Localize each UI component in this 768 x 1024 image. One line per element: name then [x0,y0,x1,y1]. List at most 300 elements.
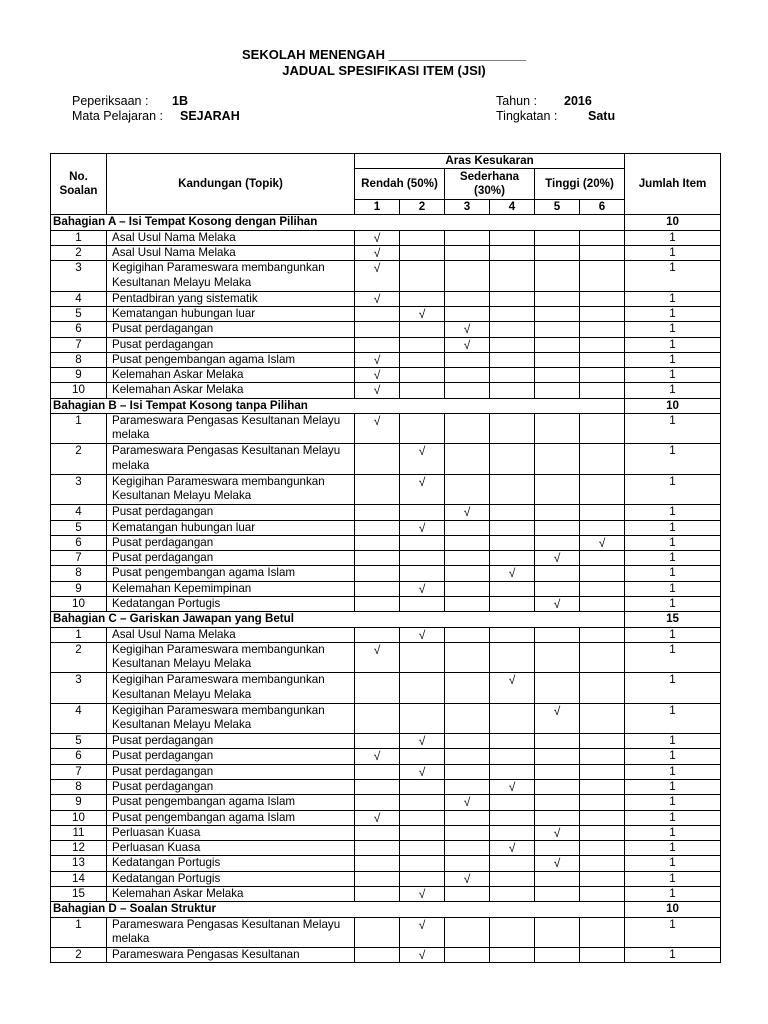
table-row [51,887,721,902]
item-count: 1 [625,627,721,642]
level-4-cell [490,551,535,566]
mata-label: Mata Pelajaran : [72,109,164,123]
tick-mark: √ [508,673,516,688]
topic-cell: Kedatangan Portugis [107,597,355,612]
tick-mark: √ [373,642,381,657]
level-5-cell [535,749,580,764]
level-1-cell [355,825,400,840]
level-4-cell [490,764,535,779]
tahun-value: 2016 [564,94,592,108]
question-number: 9 [51,581,107,596]
topic-cell: Kegigihan Parameswara membangunkan Kesultanan Melayu Melaka [107,261,355,291]
level-2-cell [400,627,445,642]
item-count: 1 [625,642,721,672]
level-2-cell [400,230,445,245]
tick-mark: √ [373,230,381,245]
header-level-5: 5 [535,200,580,215]
item-count: 1 [625,352,721,367]
level-3-cell [445,764,490,779]
tick-mark: √ [463,505,471,520]
level-5-cell [535,566,580,581]
level-6-cell [580,566,625,581]
level-4-cell [490,291,535,306]
level-4-cell [490,368,535,383]
level-6-cell [580,642,625,672]
specification-table [50,153,721,963]
topic-cell: Kegigihan Parameswara membangunkan Kesultanan Melayu Melaka [107,474,355,504]
question-number: 4 [51,703,107,733]
level-2-cell [400,505,445,520]
item-count: 1 [625,535,721,550]
table-row [51,779,721,794]
level-1-cell [355,764,400,779]
level-5-cell [535,871,580,886]
level-1-cell [355,841,400,856]
level-3-cell [445,917,490,947]
level-2-cell [400,261,445,291]
level-6-cell [580,749,625,764]
level-4-cell [490,581,535,596]
level-1-cell [355,383,400,398]
tick-mark: √ [373,810,381,825]
level-6-cell [580,703,625,733]
level-4-cell [490,444,535,474]
table-row [51,230,721,245]
level-4-cell [490,703,535,733]
table-row [51,642,721,672]
topic-cell: Pusat pengembangan agama Islam [107,795,355,810]
level-1-cell [355,734,400,749]
level-3-cell [445,673,490,703]
level-5-cell [535,383,580,398]
level-2-cell [400,871,445,886]
level-2-cell [400,703,445,733]
level-5-cell [535,841,580,856]
level-5-cell [535,444,580,474]
level-1-cell [355,566,400,581]
item-count: 1 [625,673,721,703]
question-number: 8 [51,566,107,581]
item-count: 1 [625,505,721,520]
level-5-cell [535,764,580,779]
level-2-cell [400,306,445,321]
header-level-4: 4 [490,200,535,215]
level-1-cell [355,322,400,337]
topic-cell: Parameswara Pengasas Kesultanan [107,948,355,963]
tick-mark: √ [418,764,426,779]
header-level-3: 3 [445,200,490,215]
level-6-cell [580,734,625,749]
level-3-cell [445,627,490,642]
level-1-cell [355,597,400,612]
tick-mark: √ [418,627,426,642]
tick-mark: √ [418,887,426,902]
question-number: 14 [51,871,107,886]
item-count: 1 [625,810,721,825]
topic-cell: Pusat perdagangan [107,505,355,520]
level-5-cell [535,825,580,840]
header-level-6: 6 [580,200,625,215]
level-1-cell [355,917,400,947]
header-sederhana: Sederhana (30%) [445,169,535,200]
level-4-cell [490,352,535,367]
question-number: 6 [51,535,107,550]
level-1-cell [355,551,400,566]
section-total: 10 [625,398,721,413]
item-count: 1 [625,444,721,474]
level-4-cell [490,246,535,261]
question-number: 7 [51,337,107,352]
table-row [51,322,721,337]
tick-mark: √ [418,474,426,489]
section-row [51,215,721,230]
topic-cell: Parameswara Pengasas Kesultanan Melayu melaka [107,414,355,444]
peperiksaan-label: Peperiksaan : [72,94,149,108]
level-4-cell [490,520,535,535]
level-4-cell [490,383,535,398]
level-3-cell [445,566,490,581]
level-6-cell [580,474,625,504]
level-3-cell [445,779,490,794]
level-5-cell [535,261,580,291]
topic-cell: Pusat perdagangan [107,337,355,352]
level-6-cell [580,261,625,291]
level-1-cell [355,368,400,383]
level-6-cell [580,810,625,825]
level-3-cell [445,825,490,840]
question-number: 7 [51,551,107,566]
level-5-cell [535,520,580,535]
level-3-cell [445,291,490,306]
section-total: 10 [625,215,721,230]
level-5-cell [535,887,580,902]
school-title: SEKOLAH MENENGAH ___________________ [242,47,526,62]
level-3-cell [445,551,490,566]
question-number: 13 [51,856,107,871]
header-no-soalan: No. Soalan [51,154,107,215]
level-2-cell [400,566,445,581]
tick-mark: √ [508,841,516,856]
table-row [51,627,721,642]
table-row [51,444,721,474]
item-count: 1 [625,871,721,886]
topic-cell: Parameswara Pengasas Kesultanan Melayu melaka [107,917,355,947]
level-1-cell [355,871,400,886]
level-6-cell [580,352,625,367]
tick-mark: √ [373,383,381,398]
table-row [51,566,721,581]
table-row [51,948,721,963]
item-count: 1 [625,306,721,321]
item-count: 1 [625,917,721,947]
level-4-cell [490,856,535,871]
level-4-cell [490,734,535,749]
level-2-cell [400,368,445,383]
level-5-cell [535,322,580,337]
item-count: 1 [625,337,721,352]
tick-mark: √ [418,917,426,932]
level-6-cell [580,597,625,612]
level-3-cell [445,505,490,520]
level-2-cell [400,581,445,596]
table-row [51,383,721,398]
level-3-cell [445,444,490,474]
level-3-cell [445,535,490,550]
level-5-cell [535,414,580,444]
item-count: 1 [625,246,721,261]
level-2-cell [400,887,445,902]
question-number: 10 [51,597,107,612]
table-row [51,841,721,856]
level-5-cell [535,856,580,871]
level-4-cell [490,642,535,672]
item-count: 1 [625,474,721,504]
level-5-cell [535,673,580,703]
header-tinggi: Tinggi (20%) [535,169,625,200]
question-number: 7 [51,764,107,779]
level-1-cell [355,856,400,871]
level-2-cell [400,856,445,871]
item-count: 1 [625,734,721,749]
level-3-cell [445,810,490,825]
section-title: Bahagian D – Soalan Struktur [51,902,625,917]
level-3-cell [445,368,490,383]
tick-mark: √ [373,352,381,367]
table-row [51,703,721,733]
item-count: 1 [625,520,721,535]
topic-cell: Kegigihan Parameswara membangunkan Kesultanan Melayu Melaka [107,642,355,672]
tingkatan-value: Satu [588,109,616,123]
level-1-cell [355,520,400,535]
level-2-cell [400,383,445,398]
question-number: 1 [51,627,107,642]
level-2-cell [400,597,445,612]
level-2-cell [400,779,445,794]
topic-cell: Pusat pengembangan agama Islam [107,566,355,581]
level-4-cell [490,779,535,794]
level-3-cell [445,306,490,321]
level-3-cell [445,948,490,963]
tick-mark: √ [418,306,426,321]
level-1-cell [355,230,400,245]
table-row [51,535,721,550]
tick-mark: √ [463,337,471,352]
question-number: 3 [51,261,107,291]
question-number: 5 [51,734,107,749]
table-row [51,261,721,291]
level-1-cell [355,505,400,520]
question-number: 2 [51,444,107,474]
table-row [51,810,721,825]
level-6-cell [580,948,625,963]
level-4-cell [490,337,535,352]
topic-cell: Asal Usul Nama Melaka [107,627,355,642]
level-6-cell [580,322,625,337]
level-2-cell [400,551,445,566]
level-1-cell [355,810,400,825]
level-1-cell [355,246,400,261]
item-count: 1 [625,703,721,733]
level-1-cell [355,535,400,550]
meta-tingkatan [496,109,615,123]
topic-cell: Pusat perdagangan [107,734,355,749]
level-5-cell [535,368,580,383]
header-kandungan: Kandungan (Topik) [107,154,355,215]
level-2-cell [400,749,445,764]
tick-mark: √ [418,948,426,963]
question-number: 4 [51,291,107,306]
table-row [51,673,721,703]
table-row [51,414,721,444]
table-row [51,581,721,596]
level-2-cell [400,795,445,810]
topic-cell: Kelemahan Askar Melaka [107,383,355,398]
item-count: 1 [625,322,721,337]
tick-mark: √ [418,734,426,749]
level-1-cell [355,795,400,810]
item-count: 1 [625,825,721,840]
tick-mark: √ [508,779,516,794]
level-3-cell [445,871,490,886]
tick-mark: √ [373,414,381,429]
question-number: 10 [51,383,107,398]
header-rendah: Rendah (50%) [355,169,445,200]
tick-mark: √ [553,551,561,566]
table-row [51,871,721,886]
topic-cell: Pusat perdagangan [107,535,355,550]
level-2-cell [400,291,445,306]
topic-cell: Pusat perdagangan [107,551,355,566]
question-number: 3 [51,474,107,504]
level-6-cell [580,535,625,550]
level-3-cell [445,322,490,337]
level-5-cell [535,337,580,352]
question-number: 15 [51,887,107,902]
header-aras-kesukaran: Aras Kesukaran [355,154,625,169]
level-6-cell [580,337,625,352]
tick-mark: √ [463,871,471,886]
level-4-cell [490,535,535,550]
level-5-cell [535,306,580,321]
question-number: 5 [51,520,107,535]
question-number: 11 [51,825,107,840]
level-3-cell [445,337,490,352]
level-5-cell [535,779,580,794]
level-3-cell [445,749,490,764]
topic-cell: Pusat pengembangan agama Islam [107,810,355,825]
level-3-cell [445,261,490,291]
level-1-cell [355,948,400,963]
topic-cell: Pusat perdagangan [107,749,355,764]
level-1-cell [355,779,400,794]
level-4-cell [490,673,535,703]
level-3-cell [445,841,490,856]
tick-mark: √ [463,322,471,337]
table-row [51,306,721,321]
level-3-cell [445,414,490,444]
section-row [51,902,721,917]
level-1-cell [355,749,400,764]
topic-cell: Kegigihan Parameswara membangunkan Kesultanan Melayu Melaka [107,673,355,703]
question-number: 1 [51,414,107,444]
tahun-label: Tahun : [496,94,538,108]
table-row [51,505,721,520]
table-row [51,474,721,504]
tick-mark: √ [418,520,426,535]
level-1-cell [355,887,400,902]
topic-cell: Asal Usul Nama Melaka [107,230,355,245]
level-1-cell [355,581,400,596]
tick-mark: √ [553,597,561,612]
level-2-cell [400,322,445,337]
level-4-cell [490,566,535,581]
peperiksaan-value: 1B [172,94,188,108]
table-row [51,917,721,947]
tick-mark: √ [553,856,561,871]
level-6-cell [580,841,625,856]
level-2-cell [400,917,445,947]
level-4-cell [490,795,535,810]
level-1-cell [355,414,400,444]
level-3-cell [445,246,490,261]
header-level-2: 2 [400,200,445,215]
level-6-cell [580,414,625,444]
tingkatan-label: Tingkatan : [496,109,558,123]
question-number: 9 [51,795,107,810]
level-5-cell [535,642,580,672]
level-5-cell [535,474,580,504]
level-2-cell [400,841,445,856]
level-5-cell [535,795,580,810]
level-3-cell [445,230,490,245]
section-row [51,612,721,627]
level-1-cell [355,444,400,474]
mata-value: SEJARAH [180,109,240,123]
item-count: 1 [625,779,721,794]
table-row [51,551,721,566]
question-number: 4 [51,505,107,520]
table-row [51,337,721,352]
level-6-cell [580,856,625,871]
tick-mark: √ [373,368,381,383]
level-6-cell [580,368,625,383]
level-5-cell [535,505,580,520]
level-1-cell [355,261,400,291]
table-row [51,597,721,612]
tick-mark: √ [418,581,426,596]
level-4-cell [490,261,535,291]
level-5-cell [535,597,580,612]
item-count: 1 [625,551,721,566]
meta-peperiksaan [72,94,188,108]
level-3-cell [445,856,490,871]
level-1-cell [355,352,400,367]
topic-cell: Pentadbiran yang sistematik [107,291,355,306]
level-5-cell [535,703,580,733]
topic-cell: Perluasan Kuasa [107,825,355,840]
item-count: 1 [625,414,721,444]
level-3-cell [445,887,490,902]
level-2-cell [400,673,445,703]
level-3-cell [445,795,490,810]
level-3-cell [445,383,490,398]
level-5-cell [535,917,580,947]
level-6-cell [580,520,625,535]
tick-mark: √ [508,566,516,581]
level-6-cell [580,383,625,398]
level-1-cell [355,703,400,733]
meta-tahun [496,94,592,108]
